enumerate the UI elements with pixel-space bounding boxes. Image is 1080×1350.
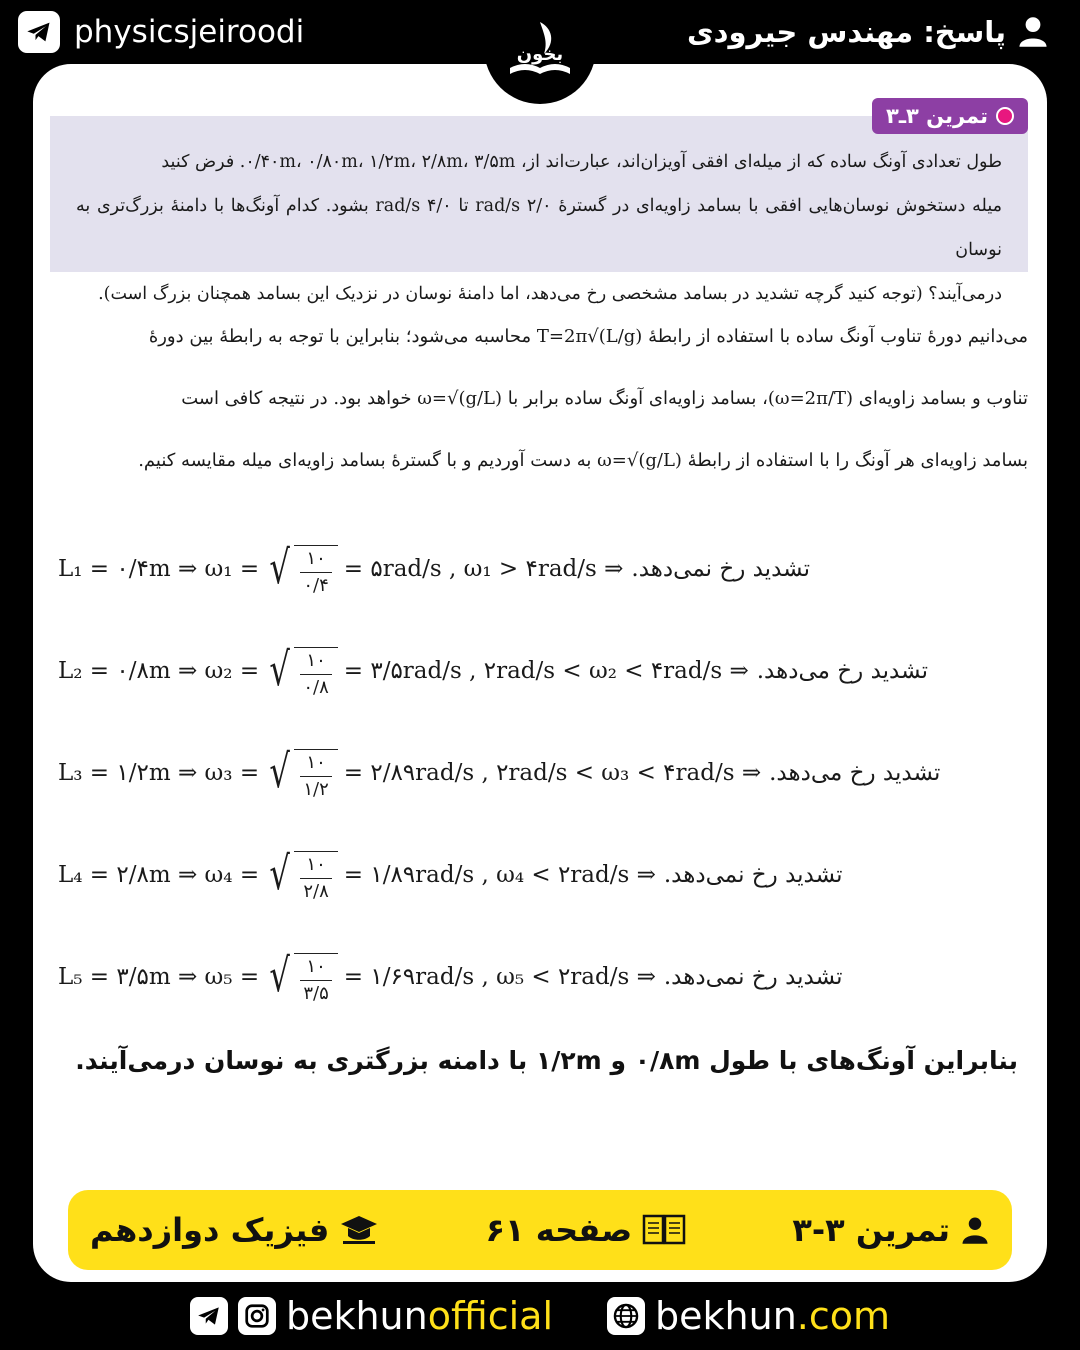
teacher-icon	[960, 1215, 990, 1245]
website-link[interactable]	[607, 1294, 890, 1338]
equation-row	[58, 534, 1038, 604]
equation-note: تشدید رخ نمی‌دهد.	[631, 556, 811, 582]
telegram-handle[interactable]	[18, 10, 304, 54]
telegram-icon	[18, 11, 60, 53]
exercise-tag	[872, 98, 1028, 134]
sqrt-fraction: √ $\frac{۱۰}{۳/۵}$	[265, 947, 338, 1007]
intro-line: می‌دانیم دورهٔ تناوب آونگ ساده با استفاده از رابطهٔ T=2π√(L/g) محاسبه می‌شود؛ بنابراین با توجه به رابطهٔ بین دورهٔ	[148, 326, 1028, 347]
intro-line: تناوب و بسامد زاویه‌ای (ω=2π/T)، بسامد زاویه‌ای آونگ ساده برابر با ω=√(g/L) خواهد بود. در نتیجه کافی است	[181, 388, 1028, 409]
fraction-numerator: ۱۰	[300, 750, 331, 777]
fraction-denominator: ۱/۲	[303, 779, 329, 800]
footer-subject-text: فیزیک دوازدهم	[90, 1211, 330, 1249]
fraction-numerator: ۱۰	[300, 852, 331, 879]
equation-lhs: L₃ = ۱/۲m ⇒ ω₃ =	[58, 760, 260, 786]
exercise-tag-text: تمرین ۳ـ۳	[886, 104, 988, 128]
fraction-denominator: ۰/۸	[303, 677, 329, 698]
sqrt-fraction: √ $\frac{۱۰}{۲/۸}$	[265, 845, 338, 905]
problem-line: میله دستخوش نوسان‌هایی افقی با بسامد زاویه‌ای در گسترهٔ ۲/۰ rad/s تا ۴/۰ rad/s بشود. کدام آونگ‌ها با دامنهٔ بزرگ‌تری به نوسان	[76, 196, 1002, 260]
footer-page	[485, 1211, 686, 1249]
answer-by	[687, 10, 1048, 54]
fraction-denominator: ۰/۴	[303, 575, 329, 596]
footer-subject	[90, 1211, 379, 1249]
equation-lhs: L₁ = ۰/۴m ⇒ ω₁ =	[58, 556, 260, 582]
solution-intro	[52, 306, 1028, 492]
equation-rhs: = ۲/۸۹rad/s , ۲rad/s < ω₃ < ۴rad/s ⇒	[343, 760, 762, 786]
equation-note: تشدید رخ می‌دهد.	[769, 760, 941, 786]
instagram-icon	[238, 1297, 276, 1335]
telegram-handle-text: physicsjeiroodi	[74, 14, 305, 50]
svg-text:بخون: بخون	[516, 44, 564, 65]
social-link[interactable]	[190, 1294, 553, 1338]
graduation-cap-icon	[339, 1214, 379, 1246]
equation-row	[58, 636, 1038, 706]
footer-info-bar	[68, 1190, 1012, 1270]
equation-lhs: L₄ = ۲/۸m ⇒ ω₄ =	[58, 862, 260, 888]
equation-rhs: = ۳/۵rad/s , ۲rad/s < ω₂ < ۴rad/s ⇒	[343, 658, 749, 684]
problem-line: درمی‌آیند؟ (توجه کنید گرچه تشدید در بسامد مشخصی رخ می‌دهد، اما دامنهٔ نوسان در نزدیک این بسامد همچنان بزرگ است).	[98, 284, 1002, 304]
footer-exercise-text: تمرین ۳-۳	[792, 1211, 950, 1249]
equation-lhs: L₂ = ۰/۸m ⇒ ω₂ =	[58, 658, 260, 684]
equation-note: تشدید رخ می‌دهد.	[756, 658, 929, 684]
sqrt-fraction: √ $\frac{۱۰}{۰/۸}$	[265, 641, 338, 701]
footer-exercise	[792, 1211, 990, 1249]
fraction-numerator: ۱۰	[300, 648, 331, 675]
equation-row	[58, 840, 1038, 910]
sqrt-fraction: √ $\frac{۱۰}{۰/۴}$	[265, 539, 338, 599]
equation-rhs: = ۱/۸۹rad/s , ω₄ < ۲rad/s ⇒	[343, 862, 656, 888]
sqrt-fraction: √ $\frac{۱۰}{۱/۲}$	[265, 743, 338, 803]
fraction-numerator: ۱۰	[300, 954, 331, 981]
equation-rhs: = ۱/۶۹rad/s , ω₅ < ۲rad/s ⇒	[343, 964, 656, 990]
footer-page-text: صفحه ۶۱	[485, 1211, 633, 1249]
globe-icon	[607, 1297, 645, 1335]
fraction-numerator: ۱۰	[300, 546, 331, 573]
answer-by-text: پاسخ: مهندس جیرودی	[687, 15, 1006, 49]
conclusion-text: بنابراین آونگ‌های با طول ۰/۸m و ۱/۲m با دامنه بزرگتری به نوسان درمی‌آیند.	[75, 1046, 1018, 1075]
equation-lhs: L₅ = ۳/۵m ⇒ ω₅ =	[58, 964, 260, 990]
fraction-denominator: ۳/۵	[303, 983, 329, 1004]
equation-rhs: = ۵rad/s , ω₁ > ۴rad/s ⇒	[343, 556, 624, 582]
fraction-denominator: ۲/۸	[303, 881, 329, 902]
bottom-bar	[0, 1282, 1080, 1350]
equation-note: تشدید رخ نمی‌دهد.	[663, 862, 843, 888]
social-handle: bekhunofficial	[285, 1294, 554, 1338]
equation-row	[58, 738, 1038, 808]
problem-statement	[50, 116, 1028, 304]
brand-logo	[484, 0, 596, 104]
equation-row	[58, 942, 1038, 1012]
equation-note: تشدید رخ نمی‌دهد.	[663, 964, 843, 990]
website-url: bekhun.com	[655, 1294, 891, 1338]
telegram-icon	[190, 1297, 228, 1335]
user-icon	[1018, 16, 1048, 48]
intro-line: بسامد زاویه‌ای هر آونگ را با استفاده از رابطهٔ ω=√(g/L) به دست آوردیم و با گسترهٔ بسامد زاویه‌ای میله مقایسه کنیم.	[138, 450, 1028, 471]
bullet-dot-icon	[996, 107, 1014, 125]
open-book-icon	[642, 1213, 686, 1247]
book-logo-icon	[500, 12, 580, 92]
problem-line: طول تعدادی آونگ ساده که از میله‌ای افقی آویزان‌اند، عبارت‌اند از، ۰/۴۰m، ۰/۸۰m، ۱/۲m، ۲/۸m، ۳/۵m. فرض کنید	[161, 152, 1002, 172]
